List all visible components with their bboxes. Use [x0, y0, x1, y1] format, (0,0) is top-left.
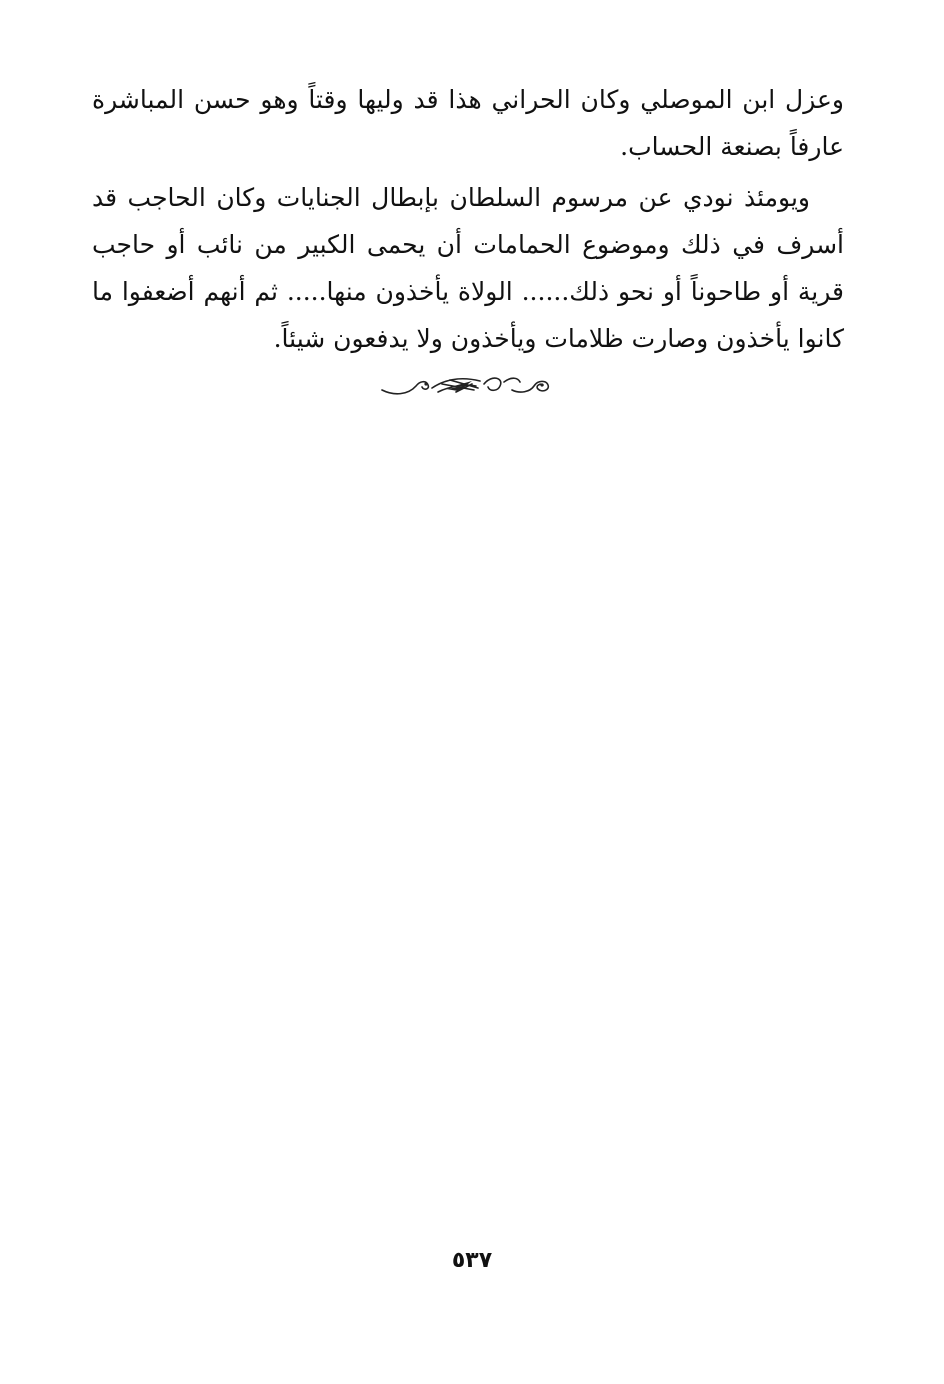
paragraph-1: وعزل ابن الموصلي وكان الحراني هذا قد وليها وقتاً وهو حسن المباشرة عارفاً بصنعة الحساب.	[92, 85, 844, 161]
paragraph-2: ويومئذ نودي عن مرسوم السلطان بإبطال الجنايات وكان الحاجب قد أسرف في ذلك وموضوع الحمامات أن يحمى الكبير من نائب أو حاجب قرية أو طاحوناً أو نحو ذلك...... الولاة يأخذون منها..... ثم أنهم أضعفوا ما كانوا يأخذون وصارت ظلامات ويأخذون ولا يدفعون شيئاً.	[92, 183, 844, 353]
decorative-flourish-icon	[380, 370, 552, 400]
page-number: ٥٣٧	[451, 1248, 493, 1273]
